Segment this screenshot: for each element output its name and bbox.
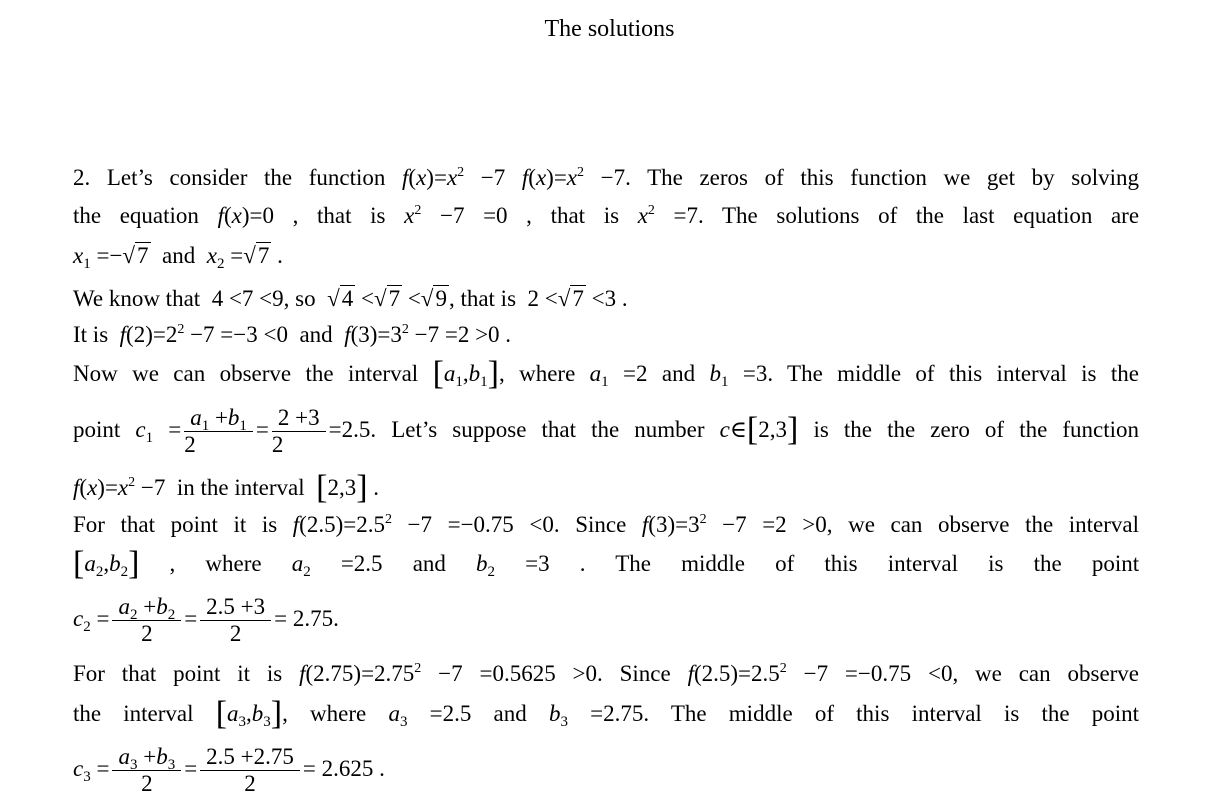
- paragraph-6-line-3: $c_3$ = $\frac{a_3 +b_3}{2}$ = $\frac{2.5 +2.75}{2}$ = 2.625 .: [73, 744, 385, 796]
- paragraph-6-line-2: the interval $[a_3,b_3]$, where $a_3 =2.5$ and $b_3 =2.75$. The middle of this interval is the point: [73, 695, 1140, 732]
- paragraph-1-line-2: the equation f(x)=0 , that is $x^2 -7 =0$ , that is $x^2 =7$. The solutions of the last equation are: [73, 203, 1140, 228]
- paragraph-1-line-3: $x_1 =-√7$ and $x_2 =√7$ .: [73, 243, 283, 272]
- paragraph-5-line-3: $c_2$ = $\frac{a_2 +b_2}{2}$ = $\frac{2.5 +3}{2}$ = 2.75.: [73, 594, 339, 646]
- paragraph-4-line-3: $f(x)=x^2 -7$ in the interval [2,3] .: [73, 469, 380, 506]
- paragraph-4-line-2: point $c_1$ = $\frac{a_1 +b_1}{2}$ = $\frac{2 +3}{2}$ =2.5. Let’s suppose that the number c∈[2,3] is the the zero of the function: [73, 405, 1140, 457]
- function-definition: $f(x)=x^2 -7$ $f(x)=x^2 -7$: [402, 165, 626, 190]
- paragraph-6-line-1: For that point it is $f(2.75)=2.75^2 -7 =0.5625 >0$. Since $f(2.5)=2.5^2 -7 =-0.75 <0$, we can observe: [73, 661, 1140, 686]
- paragraph-4-line-1: Now we can observe the interval $[a_1,b_1]$, where $a_1 =2$ and $b_1 =3$. The middle of this interval is the: [73, 355, 1139, 392]
- paragraph-5-line-2: $[a_2,b_2]$ , where $a_2 =2.5$ and $b_2 =3$ . The middle of this interval is the point: [73, 545, 1140, 582]
- page-title: The solutions: [544, 16, 675, 42]
- paragraph-2: We know that 4 <7 <9, so √4 <√7 <√9, that is 2 <√7 <3 .: [73, 286, 628, 311]
- paragraph-3: It is $f(2)=2^2 -7 =-3 <0$ and $f(3)=3^2 -7 =2 >0$ .: [73, 322, 512, 347]
- paragraph-5-line-1: For that point it is $f(2.5)=2.5^2 -7 =-0.75 <0$. Since $f(3)=3^2 -7 =2 >0$, we can observe the interval: [73, 512, 1140, 537]
- paragraph-1-line-1: 2. Let’s consider the function $f(x)=x^2 -7$ $f(x)=x^2 -7$. The zeros of this function we get by solving: [73, 165, 1139, 190]
